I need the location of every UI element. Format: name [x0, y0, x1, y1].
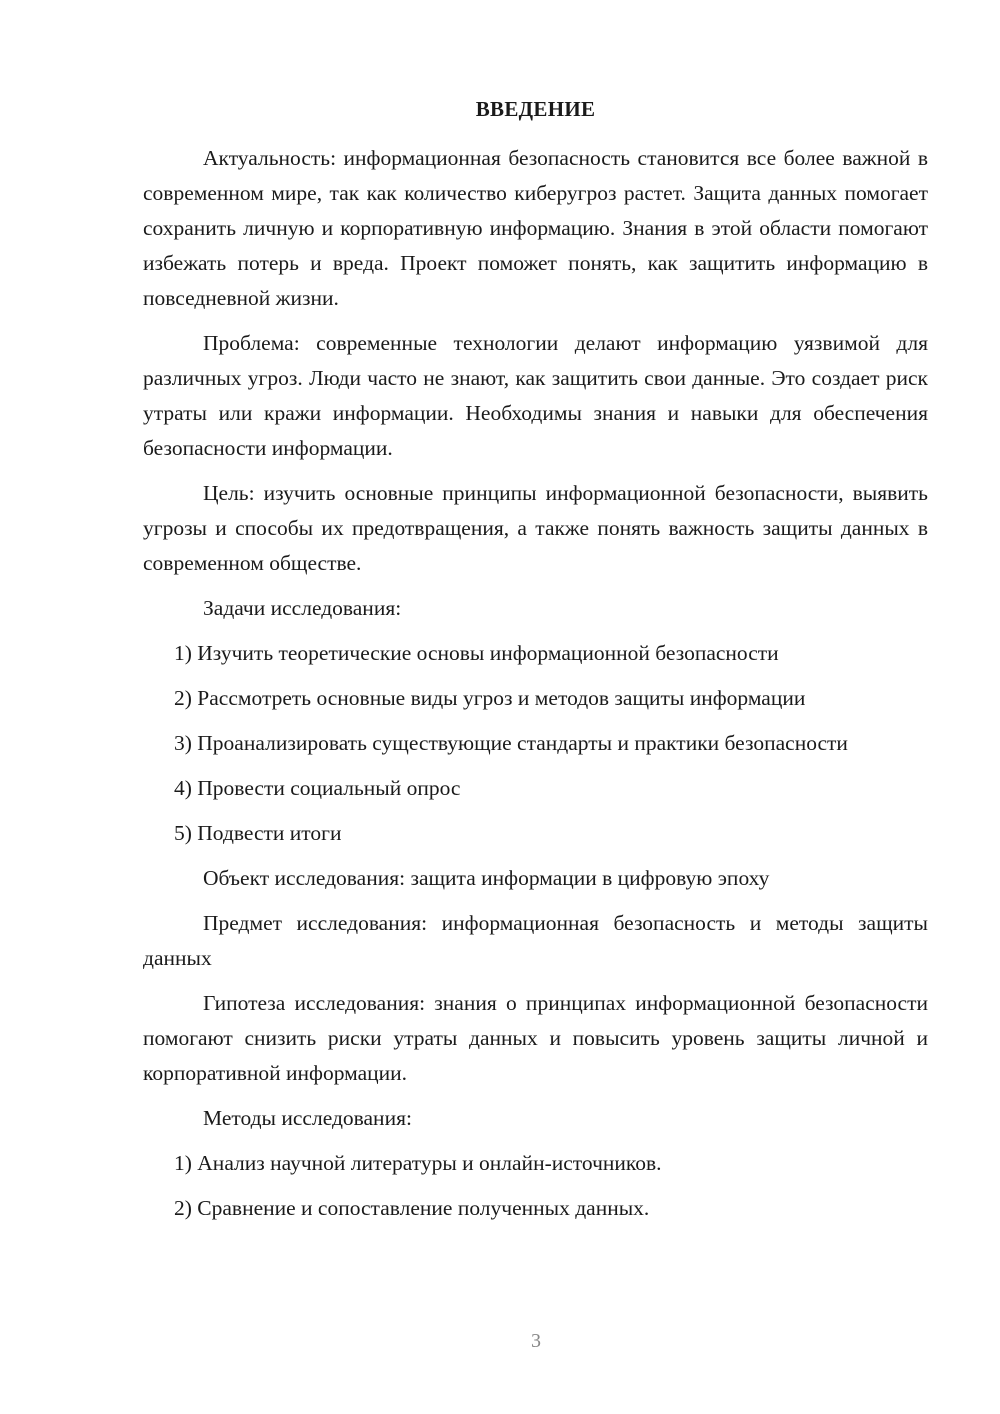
page-title: ВВЕДЕНИЕ [475, 97, 596, 121]
subject-paragraph: Предмет исследования: информационная безопасность и методы защиты данных [143, 911, 928, 970]
problem-paragraph: Проблема: современные технологии делают информацию уязвимой для различных угроз. Люди часто не знают, как защитить свои данные. Это создает риск утраты или кражи информации. Необходимы знания и навыки для обеспечения безопасности информации. [143, 331, 928, 460]
task-item: 4) Провести социальный опрос [174, 776, 461, 800]
task-item: 5) Подвести итоги [174, 821, 342, 845]
task-item: 1) Изучить теоретические основы информационной безопасности [174, 641, 779, 665]
task-item: 2) Рассмотреть основные виды угроз и методов защиты информации [174, 686, 806, 710]
page-content [143, 92, 928, 1236]
hypothesis-paragraph: Гипотеза исследования: знания о принципах информационной безопасности помогают снизить риски утраты данных и повысить уровень защиты личной и корпоративной информации. [143, 991, 928, 1085]
method-item: 1) Анализ научной литературы и онлайн-источников. [174, 1151, 662, 1175]
goal-paragraph: Цель: изучить основные принципы информационной безопасности, выявить угрозы и способы их предотвращения, а также понять важность защиты данных в современном обществе. [143, 481, 928, 575]
relevance-paragraph: Актуальность: информационная безопасность становится все более важной в современном мире, так как количество киберугроз растет. Защита данных помогает сохранить личную и корпоративную информацию. Знания в этой области помогают избежать потерь и вреда. Проект поможет понять, как защитить информацию в повседневной жизни. [143, 146, 928, 310]
tasks-heading: Задачи исследования: [203, 596, 402, 620]
object-paragraph: Объект исследования: защита информации в цифровую эпоху [203, 866, 770, 890]
task-item: 3) Проанализировать существующие стандарты и практики безопасности [174, 731, 848, 755]
page-number: 3 [531, 1330, 541, 1352]
method-item: 2) Сравнение и сопоставление полученных данных. [174, 1196, 650, 1220]
methods-heading: Методы исследования: [203, 1106, 412, 1130]
